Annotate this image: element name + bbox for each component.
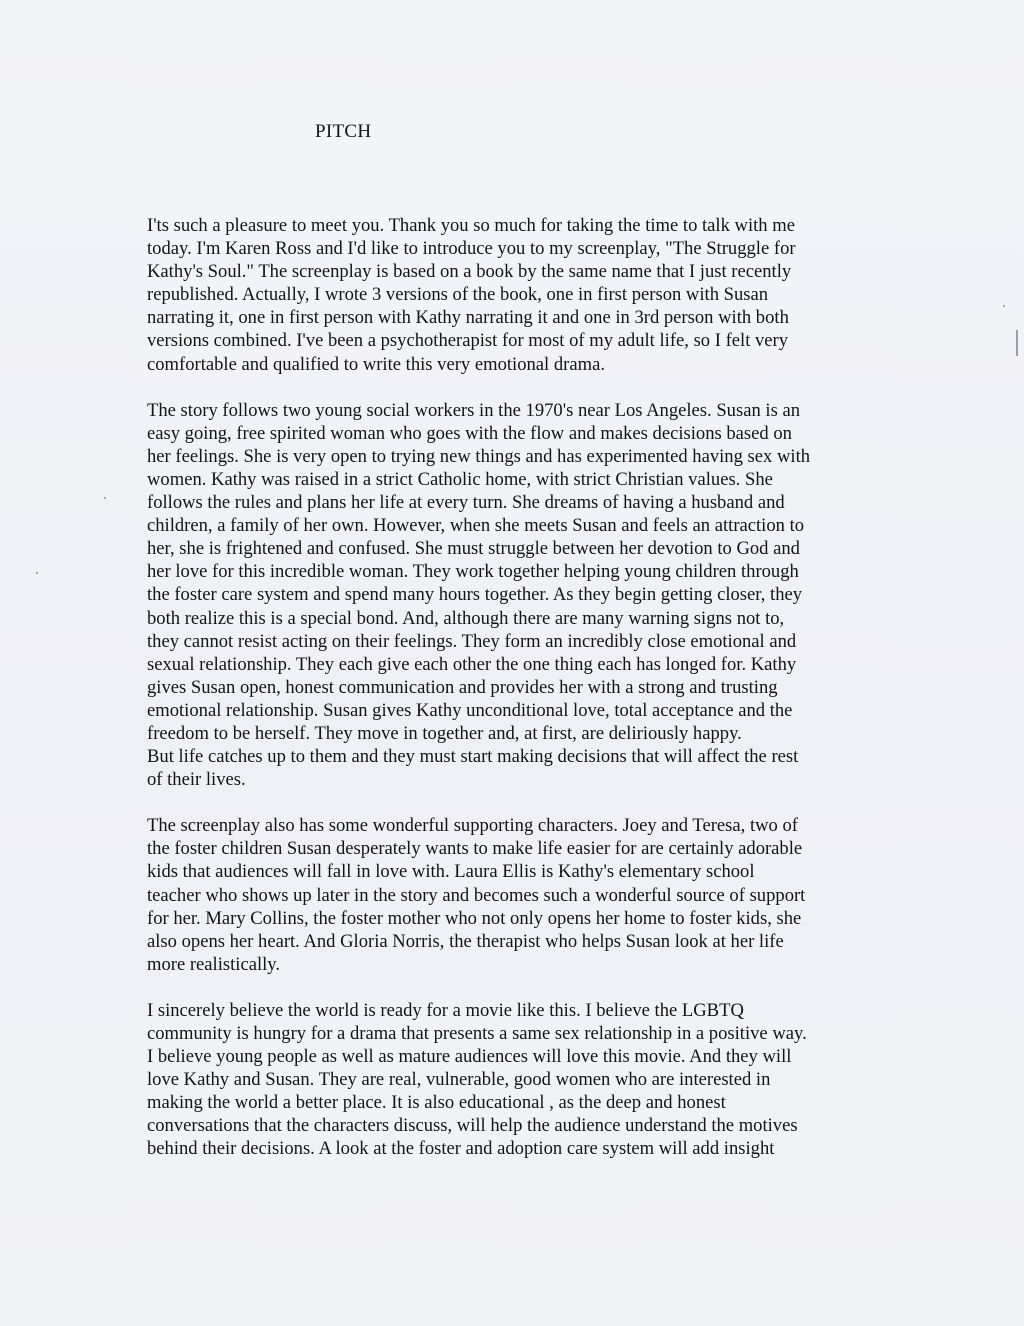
paragraph-conclusion: I sincerely believe the world is ready for a movie like this. I believe the LGBTQ community is hungry for a drama that presents a same sex relationship in a positive way. I believe young people as well as mature audiences will love this movie. And they will love Kathy and Susan. They are real, vulnerable, good women who are interested in making the world a better place. It is also educational , as the deep and honest conversations that the characters discuss, will help the audience understand the motives behind their decisions. A look at the foster and adoption care system will add insight bbox=[147, 999, 807, 1160]
paragraph-introduction: I'ts such a pleasure to meet you. Thank you so much for taking the time to talk with me today. I'm Karen Ross and I'd like to introduce you to my screenplay, "The Struggle for Kathy's Soul." The screenplay is based on a book by the same name that I just recently republished. Actually, I wrote 3 versions of the book, one in first person with Susan narrating it, one in first person with Kathy narrating it and one in 3rd person with both versions combined. I've been a psychotherapist for most of my adult life, so I felt very comfortable and qualified to write this very emotional drama. bbox=[147, 215, 796, 375]
document-body bbox=[147, 214, 877, 1161]
paragraph-story: The story follows two young social workers in the 1970's near Los Angeles. Susan is an easy going, free spirited woman who goes with the flow and makes decisions based on her feelings. She is very open to trying new things and has experimented having sex with women. Kathy was raised in a strict Catholic home, with strict Christian values. She follows the rules and plans her life at every turn. She dreams of having a husband and children, a family of her own. However, when she meets Susan and feels an attraction to her, she is frightened and confused. She must struggle between her devotion to God and her love for this incredible woman. They work together helping young children through the foster care system and spend many hours together. As they begin getting closer, they both realize this is a special bond. And, although there are many warning signs not to, they cannot resist acting on their feelings. They form an incredibly close emotional and sexual relationship. They each give each other the one thing each has longed for. Kathy gives Susan open, honest communication and provides her with a strong and trusting emotional relationship. Susan gives Kathy unconditional love, total acceptance and the freedom to be herself. They move in together and, at first, are deliriously happy. But life catches up to them and they must start making decisions that will affect the rest of their lives. bbox=[147, 399, 811, 791]
scan-speck bbox=[104, 497, 106, 499]
scan-speck bbox=[36, 572, 38, 574]
scan-speck bbox=[1003, 305, 1005, 307]
scan-edge-mark bbox=[1016, 330, 1018, 356]
paragraph-supporting-characters: The screenplay also has some wonderful supporting characters. Joey and Teresa, two of the foster children Susan desperately wants to make life easier for are certainly adorable kids that audiences will fall in love with. Laura Ellis is Kathy's elementary school teacher who shows up later in the story and becomes such a wonderful source of support for her. Mary Collins, the foster mother who not only opens her home to foster kids, she also opens her heart. And Gloria Norris, the therapist who helps Susan look at her life more realistically. bbox=[147, 815, 806, 975]
page-title: PITCH bbox=[315, 121, 372, 142]
